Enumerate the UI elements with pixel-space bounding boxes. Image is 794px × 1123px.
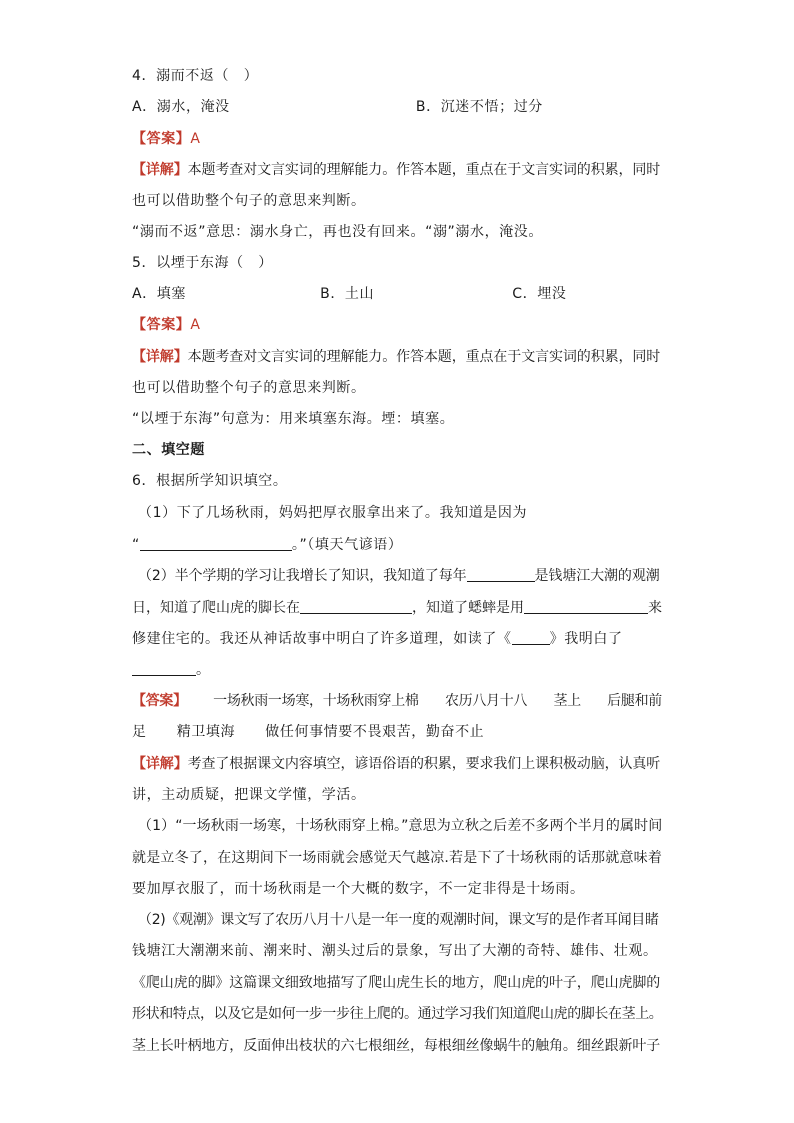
answer-item: 做任何事情要不畏艰苦，勤奋不止 xyxy=(265,724,485,740)
quote-open: “ xyxy=(132,537,140,553)
q5-stem: 5．以堙于东海（ ） xyxy=(132,255,273,271)
q6-part2-line3 xyxy=(132,629,623,649)
text: 。 xyxy=(196,662,211,678)
q6-detail-line-1 xyxy=(132,754,660,774)
q4-option-b: B．沉迷不悟；过分 xyxy=(415,99,543,115)
quote-close: 。”（填天气谚语） xyxy=(291,537,403,553)
q6-detail-part2-line3: 《爬山虎的脚》这篇课文细致地描写了爬山虎生长的地方，爬山虎的叶子，爬山虎脚的 xyxy=(132,975,661,991)
q6-answer-line1 xyxy=(132,691,662,711)
q5-detail-line-2: 也可以借助整个句子的意思来判断。 xyxy=(132,380,366,396)
q6-detail-part1-line3: 要加厚衣服了，而十场秋雨是一个大概的数字，不一定非得是十场雨。 xyxy=(132,881,585,897)
answer-value: A xyxy=(190,131,201,147)
answer-item: 精卫填海 xyxy=(176,724,236,740)
answer-tag: 【答案】 xyxy=(132,693,187,709)
detail-text: 本题考查对文言实词的理解能力。作答本题，重点在于文言实词的积累，同时 xyxy=(187,162,661,178)
q6-part1-line1: （1）下了几场秋雨，妈妈把厚衣服拿出来了。我知道是因为 xyxy=(138,505,528,521)
answer-value: A xyxy=(190,317,201,333)
detail-tag: 【详解】 xyxy=(132,349,188,365)
q5-detail-line-3: “以堙于东海”句意为：用来填塞东海。堙：填塞。 xyxy=(132,411,455,427)
detail-text: 考查了根据课文内容填空，谚语俗语的积累，要求我们上课积极动脑，认真听 xyxy=(187,756,661,772)
q6-detail-line-2: 讲，主动质疑，把课文学懂，学活。 xyxy=(132,787,366,803)
q4-answer xyxy=(132,129,201,149)
text: 修建住宅的。我还从神话故事中明白了许多道理，如读了《 xyxy=(132,631,512,647)
q4-detail-line-1 xyxy=(132,160,660,180)
q6-detail-part1-line1: （1）“一场秋雨一场寒，十场秋雨穿上棉。”意思为立秋之后差不多两个半月的属时间 xyxy=(138,818,663,834)
section-title: 二、填空题 xyxy=(132,442,205,458)
answer-tag: 【答案】 xyxy=(132,317,191,333)
answer-item: 茎上 xyxy=(553,693,581,709)
q4-option-a: A．溺水，淹没 xyxy=(132,99,230,115)
text: 日，知道了爬山虎的脚长在 xyxy=(132,600,300,616)
answer-tag: 【答案】 xyxy=(132,131,191,147)
q6-answer-line2 xyxy=(132,722,484,742)
q4-detail-line-3: “溺而不返”意思：溺水身亡，再也没有回来。“溺”溺水，淹没。 xyxy=(132,224,544,240)
detail-tag: 【详解】 xyxy=(132,162,188,178)
text: （2）半个学期的学习让我增长了知识，我知道了每年 xyxy=(138,568,467,584)
answer-item: 足 xyxy=(132,724,147,740)
q4-detail-line-2: 也可以借助整个句子的意思来判断。 xyxy=(132,193,366,209)
answer-item: 农历八月十八 xyxy=(444,693,528,709)
blank-proverb[interactable] xyxy=(140,536,292,551)
q5-options xyxy=(132,284,566,304)
q6-detail-part1-line2: 就是立冬了，在这期间下一场雨就会感觉天气越凉.若是下了十场秋雨的话那就意味着 xyxy=(132,850,663,866)
blank-lesson[interactable] xyxy=(132,661,196,676)
q4-stem: 4．溺而不返（ ） xyxy=(132,68,259,84)
q6-part1-line2 xyxy=(132,535,403,555)
blank-story[interactable] xyxy=(512,630,550,645)
q6-part2-line2 xyxy=(132,598,662,618)
q5-option-c: C．埋没 xyxy=(512,286,567,302)
q5-option-a: A．填塞 xyxy=(132,286,186,302)
q5-answer xyxy=(132,315,201,335)
q5-detail-line-1 xyxy=(132,347,660,367)
q6-stem: 6．根据所学知识填空。 xyxy=(132,473,288,489)
text: 是钱塘江大潮的观潮 xyxy=(534,568,660,584)
blank-tool[interactable] xyxy=(524,599,648,614)
q6-part2-line1 xyxy=(138,566,660,586)
blank-date[interactable] xyxy=(467,567,535,582)
blank-location[interactable] xyxy=(300,599,412,614)
q6-detail-part2-line5: 茎上长叶柄地方，反面伸出枝状的六七根细丝，每根细丝像蜗牛的触角。细丝跟新叶子 xyxy=(132,1038,661,1054)
text: 》我明白了 xyxy=(549,631,623,647)
q6-detail-part2-line2: 钱塘江大潮潮来前、潮来时、潮头过后的景象，写出了大潮的奇特、雄伟、壮观。 xyxy=(132,943,658,959)
q6-detail-part2-line1: （2)《观潮》课文写了农历八月十八是一年一度的观潮时间，课文写的是作者耳闻目睹 xyxy=(138,912,659,928)
detail-tag: 【详解】 xyxy=(132,756,188,772)
q6-part2-line4 xyxy=(132,660,211,680)
q4-options xyxy=(132,97,543,117)
q5-option-b: B．土山 xyxy=(320,286,375,302)
q6-detail-part2-line4: 形状和特点，以及它是如何一步一步往上爬的。通过学习我们知道爬山虎的脚长在茎上。 xyxy=(132,1006,663,1022)
answer-item: 后腿和前 xyxy=(607,693,662,709)
answer-item: 一场秋雨一场寒，十场秋雨穿上棉 xyxy=(213,693,419,709)
text: ，知道了蟋蟀是用 xyxy=(412,600,524,616)
detail-text: 本题考查对文言实词的理解能力。作答本题，重点在于文言实词的积累，同时 xyxy=(187,349,661,365)
text: 来 xyxy=(648,600,662,616)
